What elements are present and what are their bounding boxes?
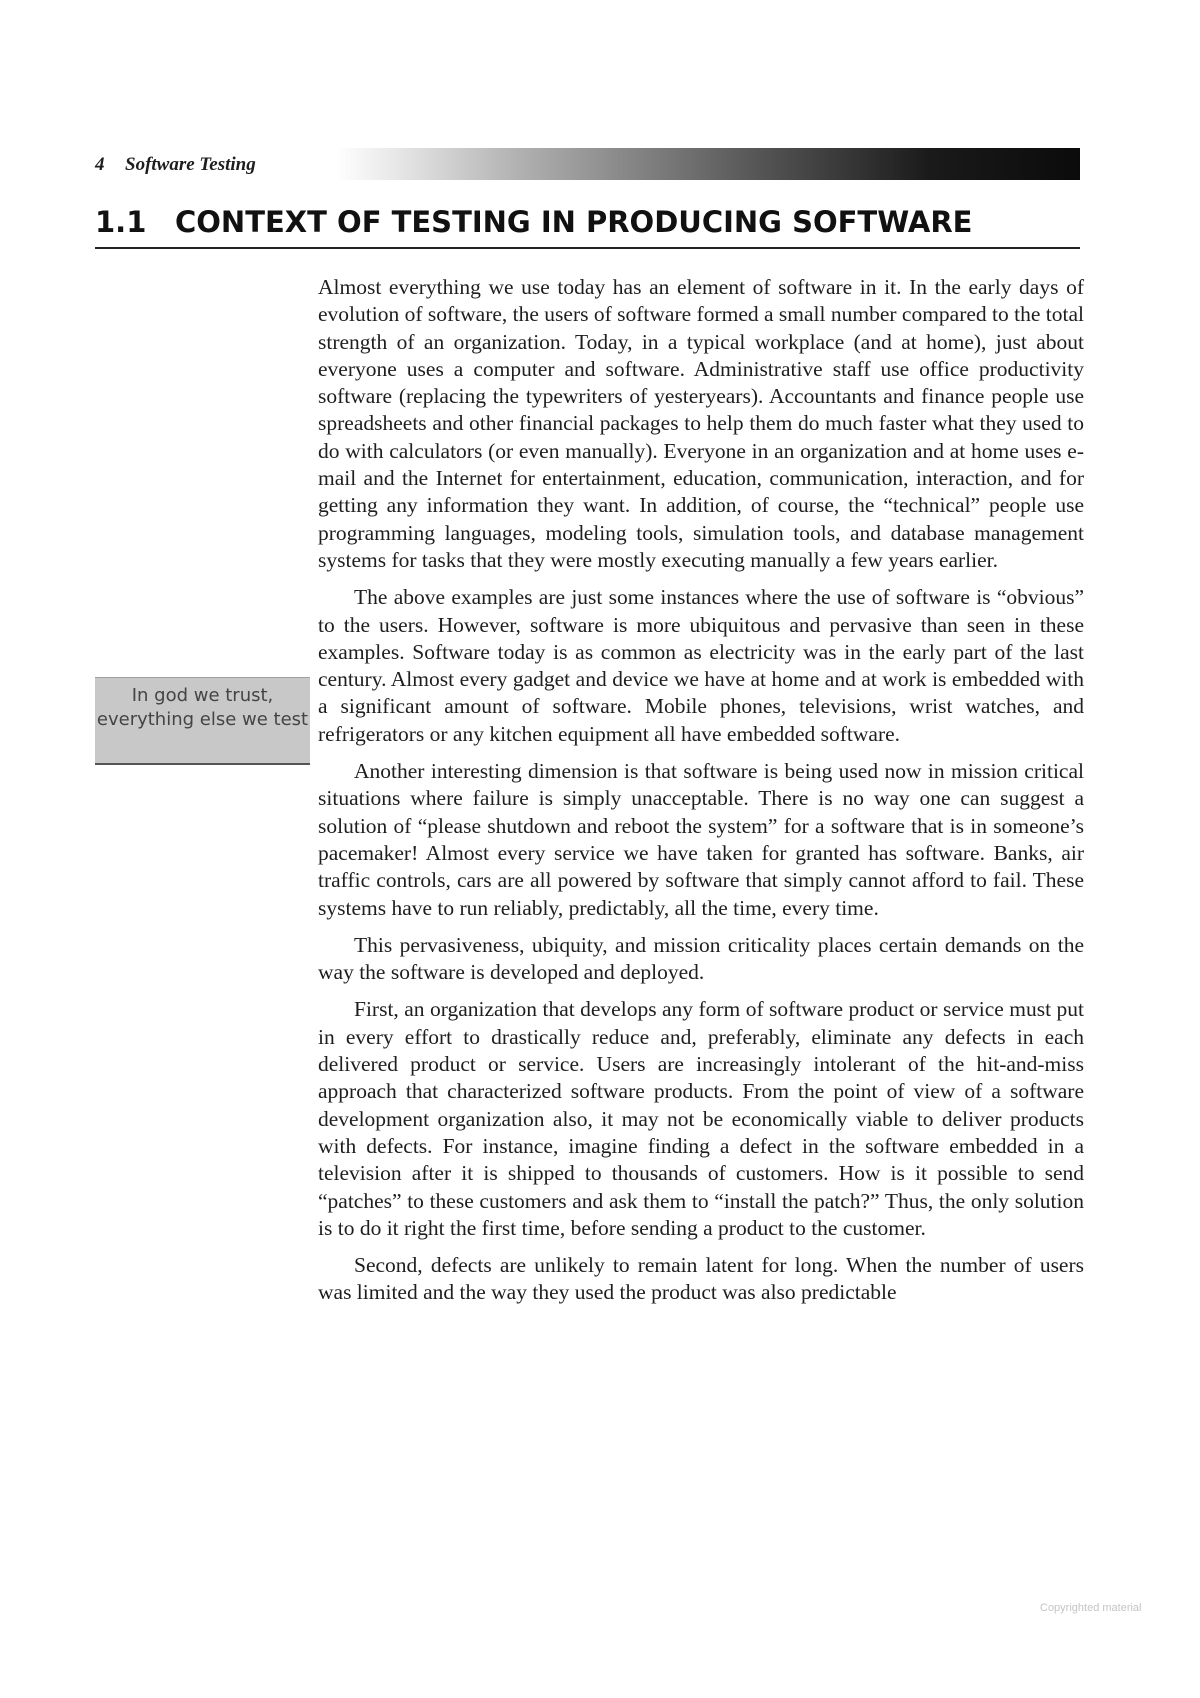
running-title: Software Testing (125, 154, 256, 175)
page-number: 4 (95, 154, 105, 175)
paragraph: The above examples are just some instances where the use of software is “obvious” to the users. However, software is more ubiquitous and pervasive than seen in these examples. Software today is as common as electricity was in the early part of the last century. Almost every gadget and device we have at home and at work is embedded with a significant amount of software. Mobile phones, televisions, wrist watches, and refrigerators or any kitchen equipment all have embedded software. (318, 585, 1084, 746)
paragraph: Second, defects are unlikely to remain latent for long. When the number of users was limited and the way they used the product was also predictable (318, 1253, 1084, 1305)
margin-note: In god we trust, everything else we test (95, 677, 310, 765)
paragraph: This pervasiveness, ubiquity, and mission criticality places certain demands on the way the software is developed and deployed. (318, 932, 1084, 985)
section-heading (95, 205, 1080, 249)
section-number: 1.1 (95, 205, 147, 239)
paragraph: First, an organization that develops any form of software product or service must put in every effort to drastically reduce and, preferably, eliminate any defects in each delivered product or service. Users are increasingly intolerant of the hit-and-miss approach that characterized software products. From the point of view of a software development organization also, it may not be economically viable to deliver products with defects. For instance, imagine finding a defect in the software embedded in a television after it is shipped to thousands of customers. How is it possible to send “patches” to these customers and ask them to “install the patch?” Thus, the only solution is to do it right the first time, before sending a product to the customer. (318, 997, 1084, 1240)
section-title: CONTEXT OF TESTING IN PRODUCING SOFTWARE (175, 205, 973, 239)
header-gradient-bar (335, 148, 1080, 180)
body-text (318, 274, 1084, 1317)
running-header (95, 148, 1080, 182)
copyright-watermark: Copyrighted material (1040, 1602, 1142, 1614)
paragraph: Another interesting dimension is that software is being used now in mission critical situations where failure is simply unacceptable. There is no way one can suggest a solution of “please shutdown and reboot the system” for a software that is in someone’s pacemaker! Almost every service we have taken for granted has software. Banks, air traffic controls, cars are all powered by software that simply cannot afford to fail. These systems have to run reliably, predictably, all the time, every time. (318, 759, 1084, 920)
paragraph: Almost everything we use today has an element of software in it. In the early days of evolution of software, the users of software formed a small number compared to the total strength of an organization. Today, in a typical workplace (and at home), just about everyone uses a computer and software. Administrative staff use office productivity software (replacing the typewriters of yesteryears). Accountants and finance people use spreadsheets and other financial packages to help them do much faster what they used to do with calculators (or even manually). Everyone in an organization and at home uses e-mail and the Internet for entertainment, education, communication, interaction, and for getting any information they want. In addition, of course, the “technical” people use programming languages, modeling tools, simulation tools, and database management systems for tasks that they were mostly executing manually a few years earlier. (318, 275, 1085, 572)
